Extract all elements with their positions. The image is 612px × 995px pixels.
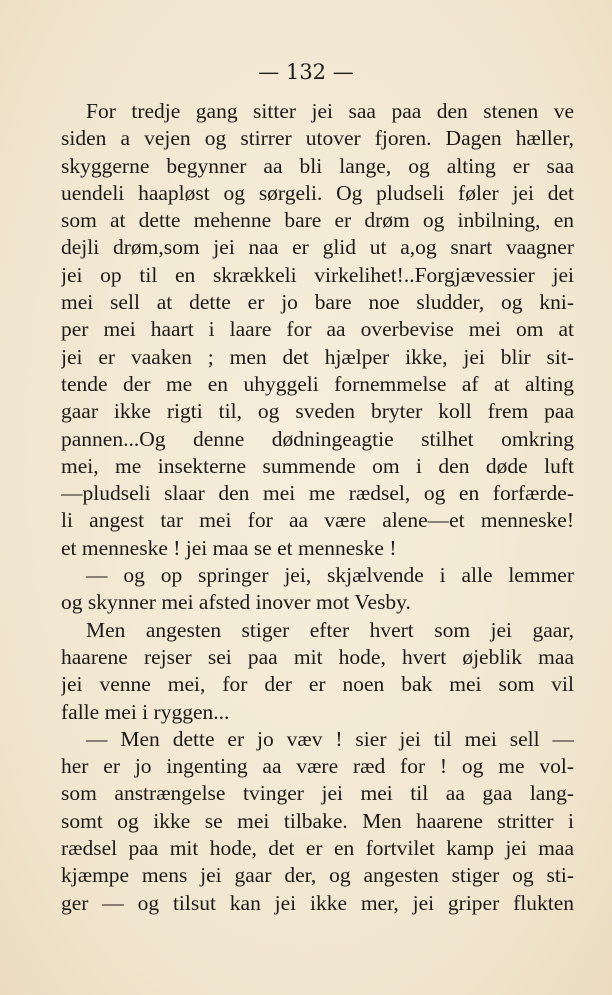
text-line: — og op springer jei, skjælvende i alle lemmer bbox=[86, 563, 574, 588]
text-line: —pludseli slaar den mei me rædsel, og en forfærde- bbox=[61, 481, 574, 506]
text-line: — Men dette er jo væv ! sier jei til mei sell — bbox=[86, 726, 574, 751]
body-text bbox=[61, 98, 574, 917]
text-line: jei op til en skrækkeli virkelihet!..Forgjævessier jei bbox=[61, 262, 574, 287]
text-line: falle mei i ryggen... bbox=[61, 699, 230, 724]
text-line: ger — og tilsut kan jei ikke mer, jei griper flukten bbox=[61, 890, 574, 915]
text-line: et menneske ! jei maa se et menneske ! bbox=[61, 535, 397, 560]
text-line: uendeli haapløst og sørgeli. Og pludseli føler jei det bbox=[61, 180, 574, 205]
text-line: skyggerne begynner aa bli lange, og alting er saa bbox=[61, 153, 574, 178]
text-line: her er jo ingenting aa være ræd for ! og me vol- bbox=[61, 754, 574, 779]
page-number: — 132 — bbox=[258, 60, 354, 84]
text-line: haarene rejser sei paa mit hode, hvert øjeblik maa bbox=[61, 644, 574, 669]
text-line: gaar ikke rigti til, og sveden bryter koll frem paa bbox=[61, 399, 574, 424]
text-line: per mei haart i laare for aa overbevise mei om at bbox=[61, 317, 574, 342]
text-line: som at dette mehenne bare er drøm og inbilning, en bbox=[61, 208, 574, 233]
text-line: li angest tar mei for aa være alene—et menneske! bbox=[61, 508, 574, 533]
text-line: siden a vejen og stirrer utover fjoren. Dagen hæller, bbox=[61, 126, 574, 151]
text-line: jei venne mei, for der er noen bak mei som vil bbox=[61, 672, 574, 697]
text-line: som anstrængelse tvinger jei mei til aa gaa lang- bbox=[61, 781, 574, 806]
text-line: For tredje gang sitter jei saa paa den stenen ve bbox=[86, 99, 574, 123]
text-line: mei, me insekterne summende om i den døde luft bbox=[61, 453, 574, 478]
text-line: Men angesten stiger efter hvert som jei gaar, bbox=[86, 617, 574, 642]
text-line: somt og ikke se mei tilbake. Men haarene stritter i bbox=[61, 808, 574, 833]
text-line: kjæmpe mens jei gaar der, og angesten stiger og sti- bbox=[61, 863, 574, 888]
text-line: og skynner mei afsted inover mot Vesby. bbox=[61, 590, 411, 615]
text-line: tende der me en uhyggeli fornemmelse af at alting bbox=[61, 371, 574, 396]
text-line: dejli drøm,som jei naa er glid ut a,og snart vaagner bbox=[61, 235, 574, 260]
text-line: rædsel paa mit hode, det er en fortvilet kamp jei maa bbox=[61, 836, 574, 861]
text-line: jei er vaaken ; men det hjælper ikke, jei blir sit- bbox=[61, 344, 574, 369]
text-line: pannen...Og denne dødningeagtie stilhet omkring bbox=[61, 426, 574, 451]
text-line: mei sell at dette er jo bare noe sludder, og kni- bbox=[61, 290, 574, 315]
